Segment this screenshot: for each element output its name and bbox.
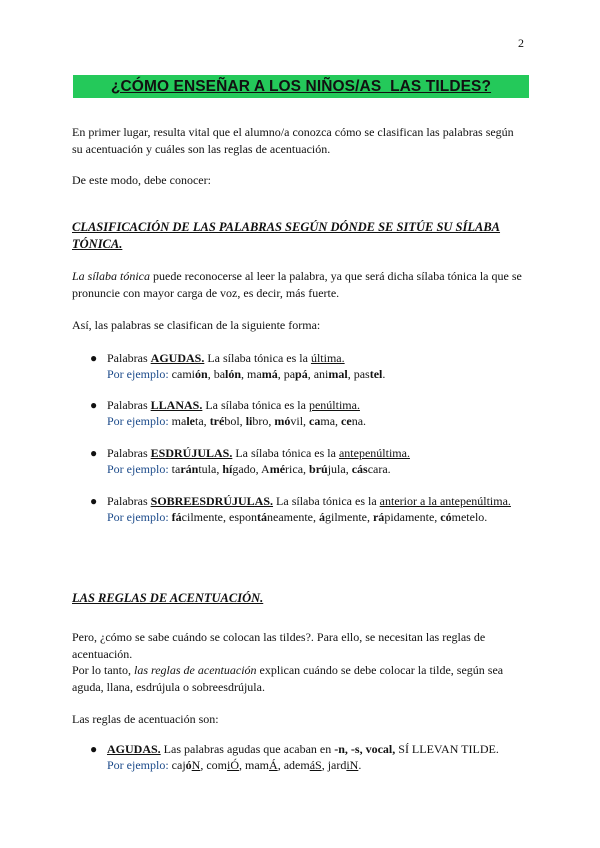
example-stressed: li [245, 414, 253, 428]
example-word [246, 414, 275, 428]
example-stressed: ce [341, 414, 352, 428]
bullet-dot: ● [90, 494, 98, 508]
rules-line: aguda, llana, esdrújula o sobreesdrújula. [72, 679, 265, 694]
example-word [284, 758, 328, 772]
example-part: jula, [327, 462, 352, 476]
example-part: ma, [320, 414, 342, 428]
example-part: cilmente, [181, 510, 229, 524]
example-stressed: tá [257, 510, 267, 524]
definition-paragraph [72, 268, 542, 301]
example-word [172, 462, 223, 476]
example-part: ta [171, 462, 181, 476]
example-word [328, 758, 362, 772]
example-part: ba [213, 367, 226, 381]
example-word [214, 367, 247, 381]
intro-line: En primer lugar, resulta vital que el alumno/a conozca cómo se clasifican las palabras según [72, 125, 514, 139]
rule-text: Las palabras agudas que acaban en [160, 742, 335, 756]
intro-paragraph-2: De este modo, debe conocer: [72, 173, 211, 187]
example-ending: Á [269, 758, 278, 772]
example-stressed: lón [225, 367, 242, 381]
example-part: espon [229, 510, 257, 524]
definition-line: pronuncie con mayor carga de voz, es decir, más fuerte. [72, 285, 340, 300]
item-prefix: Palabras [107, 398, 151, 412]
example-word [352, 462, 391, 476]
example-word [314, 367, 354, 381]
classification-item [90, 350, 552, 382]
example-label: Por ejemplo: [107, 510, 172, 524]
example-part: pidamente, [384, 510, 441, 524]
example-ending: áS [309, 758, 322, 772]
example-word [274, 414, 309, 428]
classification-item [90, 445, 552, 477]
definition-term: La sílaba tónica [72, 269, 151, 283]
example-part: , [321, 758, 328, 772]
example-stressed: má [261, 367, 278, 381]
example-stressed: fá [171, 510, 182, 524]
example-part: gilmente, [324, 510, 373, 524]
rules-line: acentuación. [72, 646, 133, 661]
example-stressed: rán [180, 462, 199, 476]
classification-item [90, 397, 552, 429]
heading-line: CLASIFICACIÓN DE LAS PALABRAS SEGÚN DÓNDE SE SITÚE SU SÍLABA [72, 220, 501, 234]
intro-line: su acentuación y cuáles son las reglas de acentuación. [72, 141, 331, 156]
classification-intro: Así, las palabras se clasifican de la siguiente forma: [72, 318, 321, 332]
rule-examples [107, 757, 552, 773]
example-stressed: mé [269, 462, 286, 476]
example-word [247, 367, 284, 381]
example-part: neamente, [267, 510, 319, 524]
example-part: cara. [367, 462, 391, 476]
example-word [172, 367, 214, 381]
section-heading-classification [72, 219, 552, 253]
example-part: caj [171, 758, 186, 772]
definition-text: puede reconocerse al leer la palabra, ya que será dicha sílaba tónica la que se [150, 269, 522, 283]
example-word [309, 462, 352, 476]
rule-endings: -n, -s, vocal, [334, 742, 396, 756]
example-stressed: cás [351, 462, 368, 476]
bullet-dot: ● [90, 351, 98, 365]
example-stressed: ó [185, 758, 192, 772]
example-stressed: có [440, 510, 452, 524]
example-part: adem [283, 758, 310, 772]
rules-list-intro: Las reglas de acentuación son: [72, 712, 219, 726]
rules-text: Por lo tanto, [72, 663, 134, 677]
item-prefix: Palabras [107, 494, 151, 508]
example-part: , [239, 758, 246, 772]
example-part: ta, [195, 414, 210, 428]
example-word [284, 367, 314, 381]
example-ending: N [191, 758, 201, 772]
example-part: vil, [290, 414, 310, 428]
heading-line: TÓNICA. [72, 237, 123, 251]
example-word [222, 462, 261, 476]
rules-term: las reglas de acentuación [134, 663, 257, 677]
example-ending: iN [346, 758, 359, 772]
item-desc: La sílaba tónica es la [204, 351, 311, 365]
example-part: pa [283, 367, 296, 381]
example-part: bol, [224, 414, 246, 428]
rules-paragraph [72, 629, 542, 695]
item-target: última. [310, 351, 345, 365]
example-part: ma [247, 367, 262, 381]
page-number: 2 [518, 36, 524, 50]
example-stressed: mó [274, 414, 291, 428]
example-part: pas [353, 367, 370, 381]
item-target: antepenúltima. [338, 446, 410, 460]
example-label: Por ejemplo: [107, 367, 172, 381]
example-word [245, 758, 284, 772]
rule-text: SÍ LLEVAN TILDE. [395, 742, 499, 756]
example-part: , [347, 367, 354, 381]
example-stressed: á [318, 510, 325, 524]
example-ending: iÓ [227, 758, 240, 772]
example-stressed: pá [295, 367, 308, 381]
example-stressed: tré [209, 414, 225, 428]
example-part: cami [171, 367, 195, 381]
classification-item [90, 493, 552, 525]
example-label: Por ejemplo: [107, 414, 172, 428]
example-word [309, 414, 341, 428]
item-target: anterior a la antepenúltima. [379, 494, 511, 508]
example-stressed: mal [328, 367, 348, 381]
example-stressed: ón [195, 367, 208, 381]
item-name: SOBREESDRÚJULAS. [150, 494, 274, 508]
item-desc: La sílaba tónica es la [232, 446, 339, 460]
example-word [354, 367, 386, 381]
example-stressed: rá [372, 510, 385, 524]
example-word [172, 414, 210, 428]
rules-line: Pero, ¿cómo se sabe cuándo se colocan las tildes?. Para ello, se necesitan las reglas de [72, 630, 486, 644]
example-part: gado, [232, 462, 262, 476]
example-word [341, 414, 366, 428]
item-target: penúltima. [308, 398, 360, 412]
example-word [229, 510, 319, 524]
rule-agudas [90, 741, 552, 773]
example-part: mam [245, 758, 270, 772]
example-part: , [200, 758, 207, 772]
example-word [172, 758, 207, 772]
example-part: A [261, 462, 270, 476]
bullet-dot: ● [90, 446, 98, 460]
example-part: . [358, 758, 362, 772]
example-word [373, 510, 440, 524]
example-part: , [277, 758, 284, 772]
item-desc: La sílaba tónica es la [202, 398, 309, 412]
example-part: metelo. [451, 510, 488, 524]
item-prefix: Palabras [107, 446, 151, 460]
example-part: , [307, 367, 314, 381]
example-stressed: le [186, 414, 196, 428]
example-part: , [207, 367, 214, 381]
title-highlight [73, 75, 529, 98]
rule-name: AGUDAS. [107, 742, 161, 756]
example-word [261, 462, 309, 476]
example-part: . [382, 367, 386, 381]
example-word [440, 510, 487, 524]
example-label: Por ejemplo: [107, 462, 172, 476]
item-prefix: Palabras [107, 351, 151, 365]
example-stressed: brú [309, 462, 328, 476]
bullet-dot: ● [90, 742, 98, 756]
example-part: ani [313, 367, 329, 381]
item-name: LLANAS. [150, 398, 203, 412]
example-stressed: ca [309, 414, 321, 428]
example-part: ma [171, 414, 187, 428]
example-part: rica, [285, 462, 310, 476]
section-heading-rules: LAS REGLAS DE ACENTUACIÓN. [72, 591, 264, 605]
example-label: Por ejemplo: [107, 758, 172, 772]
item-name: ESDRÚJULAS. [150, 446, 233, 460]
example-stressed: tel [369, 367, 383, 381]
example-part: , [241, 367, 248, 381]
example-word [206, 758, 245, 772]
bullet-dot: ● [90, 398, 98, 412]
item-name: AGUDAS. [150, 351, 205, 365]
intro-paragraph [72, 124, 542, 157]
example-word [172, 510, 229, 524]
example-part: com [206, 758, 228, 772]
example-part: , [277, 367, 284, 381]
example-word [210, 414, 246, 428]
example-word [319, 510, 373, 524]
example-part: tula, [198, 462, 223, 476]
example-part: jard [327, 758, 347, 772]
item-desc: La sílaba tónica es la [273, 494, 380, 508]
example-stressed: hí [222, 462, 233, 476]
rules-text: explican cuándo se debe colocar la tilde, según sea [256, 663, 504, 677]
example-part: bro, [252, 414, 275, 428]
page-title: ¿CÓMO ENSEÑAR A LOS NIÑOS/AS LAS TILDES? [110, 78, 492, 95]
example-part: na. [351, 414, 367, 428]
